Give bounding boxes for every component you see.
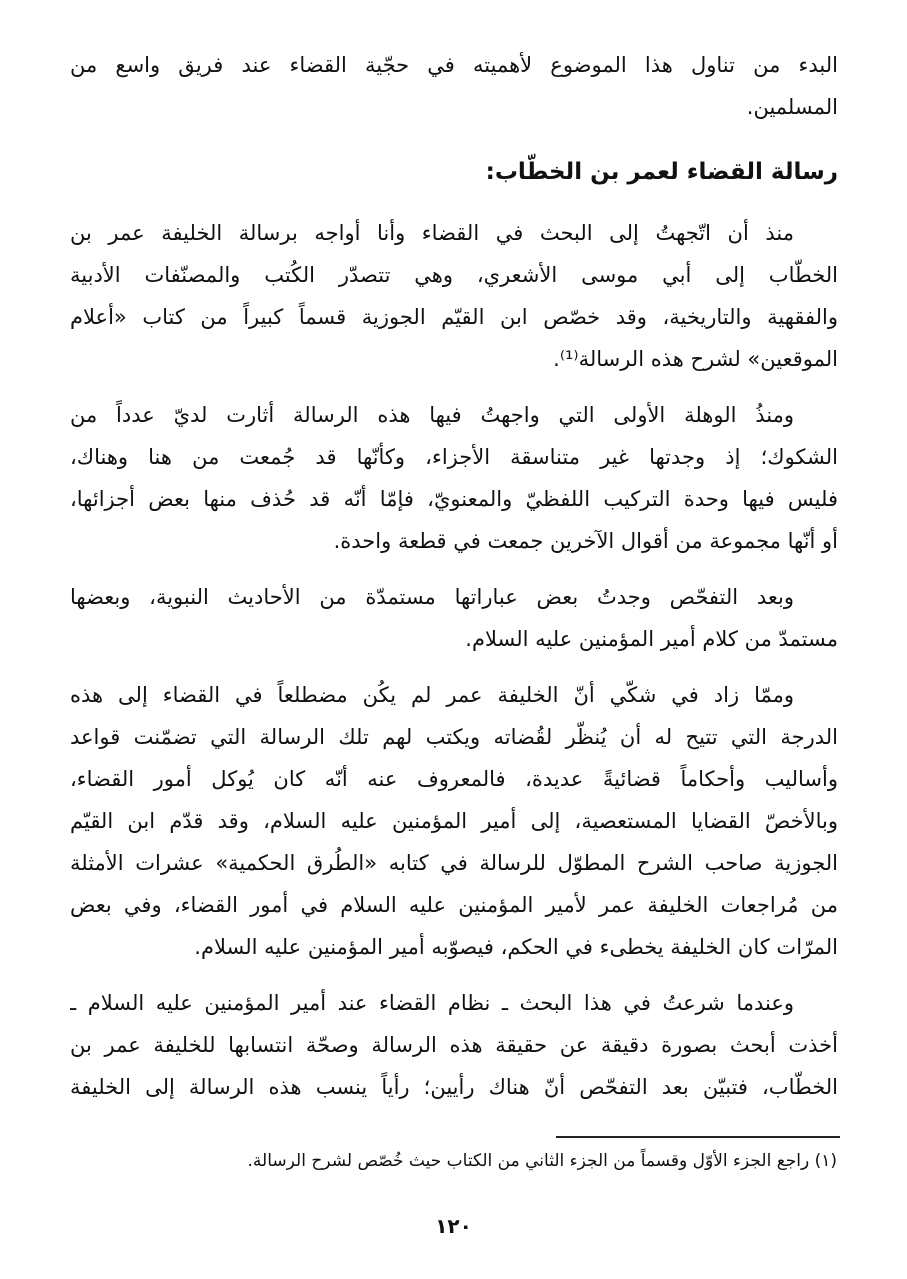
text-line: وعندما شرعتُ في هذا البحث ـ نظام القضاء عند أمير المؤمنين عليه السلام ـ — [70, 991, 794, 1015]
text-line: الشكوك؛ إذ وجدتها غير متناسقة الأجزاء، وكأنّها قد جُمعت من هنا وهناك، — [70, 445, 838, 469]
text-line: من مُراجعات الخليفة عمر لأمير المؤمنين عليه السلام في أمور القضاء، وفي بعض — [70, 893, 838, 917]
text-line: مستمدّ من كلام أمير المؤمنين عليه السلام. — [465, 627, 838, 651]
paragraph-gap — [70, 968, 838, 982]
text-line: وممّا زاد في شكّي أنّ الخليفة عمر لم يكُن مضطلعاً في القضاء إلى هذه — [70, 683, 794, 707]
text-line: الدرجة التي تتيح له أن يُنظّر لقُضاته ويكتب لهم تلك الرسالة التي تضمّنت قواعد — [70, 725, 838, 749]
paragraph-3 — [70, 576, 838, 660]
page-number: ١٢٠ — [435, 1214, 472, 1238]
text-line: فليس فيها وحدة التركيب اللفظيّ والمعنويّ، فإمّا أنّه قد حُذف منها بعض أجزائها، — [70, 487, 838, 511]
paragraph-gap — [70, 660, 838, 674]
text-line: المرّات كان الخليفة يخطىء في الحكم، فيصوّبه أمير المؤمنين عليه السلام. — [194, 935, 838, 959]
text-line: أو أنّها مجموعة من أقوال الآخرين جمعت في قطعة واحدة. — [333, 529, 838, 553]
paragraph-4 — [70, 674, 838, 968]
text-line: منذ أن اتّجهتُ إلى البحث في القضاء وأنا أواجه برسالة الخليفة عمر بن — [70, 221, 794, 245]
text-line: ومنذُ الوهلة الأولى التي واجهتُ فيها هذه الرسالة أثارت لديّ عدداً من — [70, 403, 794, 427]
text-line: أخذت أبحث بصورة دقيقة عن حقيقة هذه الرسالة وصحّة انتسابها للخليفة عمر بن — [70, 1033, 838, 1057]
text-line: وأساليب وأحكاماً قضائيةً عديدة، فالمعروف عنه أنّه كان يُوكل أمور القضاء، — [70, 767, 838, 791]
text-line: الخطّاب إلى أبي موسى الأشعري، وهي تتصدّر الكُتب والمصنّفات الأدبية — [70, 263, 838, 287]
section-heading: رسالة القضاء لعمر بن الخطّاب: — [485, 159, 838, 185]
page-body — [70, 44, 838, 1108]
text-line: الخطّاب، فتبيّن بعد التفحّص أنّ هناك رأيين؛ رأياً ينسب هذه الرسالة إلى الخليفة — [70, 1075, 838, 1099]
paragraph-gap — [70, 562, 838, 576]
text-line: وبالأخصّ القضايا المستعصية، إلى أمير المؤمنين عليه السلام، وقد قدّم ابن القيّم — [70, 809, 838, 833]
text-line: البدء من تناول هذا الموضوع لأهميته في حجّية القضاء عند فريق واسع من — [70, 53, 838, 77]
text-line: وبعد التفحّص وجدتُ بعض عباراتها مستمدّة من الأحاديث النبوية، وبعضها — [70, 585, 794, 609]
paragraph-5 — [70, 982, 838, 1108]
footnote: (١) راجع الجزء الأوّل وقسماً من الجزء الثاني من الكتاب حيث خُصّص لشرح الرسالة. — [247, 1151, 837, 1171]
text-line: الموقعين» لشرح هذه الرسالة⁽¹⁾. — [553, 347, 838, 371]
paragraph-1 — [70, 212, 838, 380]
footnote-separator — [556, 1136, 840, 1138]
text-line: الجوزية صاحب الشرح المطوّل للرسالة في كتابه «الطُرق الحكمية» عشرات الأمثلة — [70, 851, 838, 875]
intro-paragraph — [70, 44, 838, 128]
text-line: والفقهية والتاريخية، وقد خصّص ابن القيّم الجوزية قسماً كبيراً من كتاب «أعلام — [70, 305, 838, 329]
paragraph-gap — [70, 380, 838, 394]
paragraph-2 — [70, 394, 838, 562]
text-line: المسلمين. — [746, 95, 838, 119]
